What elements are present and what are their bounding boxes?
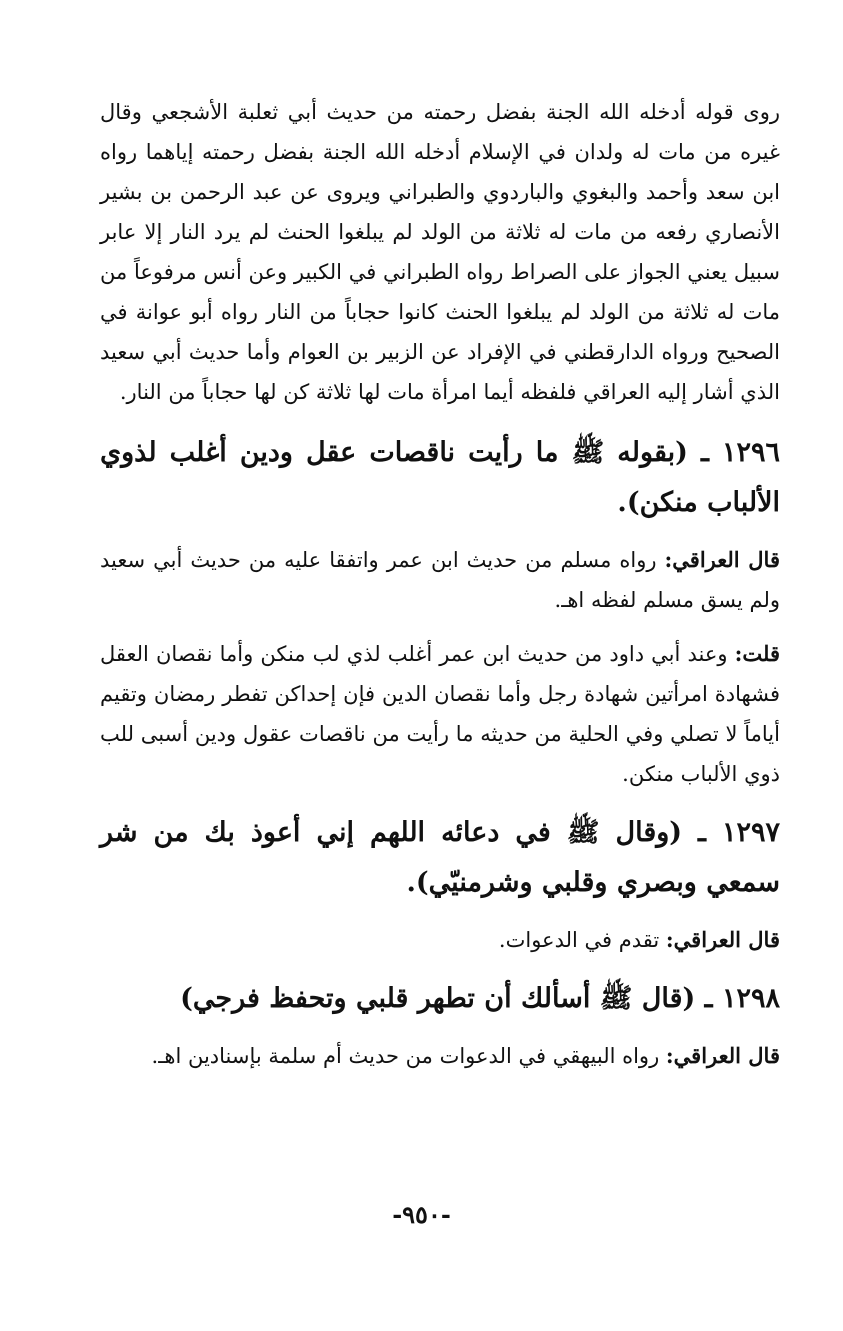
commentary-label: قال العراقي: [664, 547, 780, 572]
entry-heading: ١٢٩٨ ـ (قال ﷺ أسألك أن تطهر قلبي وتحفظ فرجي) [180, 983, 780, 1014]
commentary-text: تقدم في الدعوات. [498, 928, 666, 952]
commentary-text: رواه مسلم من حديث ابن عمر واتفقا عليه من حديث أبي سعيد ولم يسق مسلم لفظه اهـ. [100, 548, 780, 612]
entry-heading: ١٢٩٦ ـ (بقوله ﷺ ما رأيت ناقصات عقل ودين أغلب لذوي الألباب منكن). [100, 437, 780, 518]
entry-1297 [100, 808, 780, 960]
commentary-paragraph [100, 1036, 780, 1076]
commentary-text: رواه البيهقي في الدعوات من حديث أم سلمة بإسنادين اهـ. [151, 1044, 666, 1068]
commentary-text: وعند أبي داود من حديث ابن عمر أغلب لذي لب منكن وأما نقصان العقل فشهادة امرأتين شهادة رجل وأما نقصان الدين فإن إحداكن تفطر رمضان وتقيم أياماً لا تصلي وفي الحلية من حديثه ما رأيت من ناقصات عقول ودين أسبى للب ذوي الألباب منكن. [100, 642, 780, 786]
commentary-paragraph [100, 634, 780, 794]
commentary-paragraph [100, 920, 780, 960]
intro-paragraph: روى قوله أدخله الله الجنة بفضل رحمته من حديث أبي ثعلبة الأشجعي وقال غيره من مات له ولدان في الإسلام أدخله الله الجنة بفضل رحمته إياهما رواه ابن سعد وأحمد والبغوي والباردوي والطبراني ويروى عن عبد الرحمن بن بشير الأنصاري رفعه من مات له ثلاثة من الولد لم يبلغوا الحنث لم يرد النار إلا عابر سبيل يعني الجواز على الصراط رواه الطبراني في الكبير وعن أنس مرفوعاً من مات له ثلاثة من الولد لم يبلغوا الحنث كانوا حجاباً من النار رواه أبو عوانة في الصحيح ورواه الدارقطني في الإفراد عن الزبير بن العوام وأما حديث أبي سعيد الذي أشار إليه العراقي فلفظه أيما امرأة مات لها ثلاثة كن لها حجاباً من النار. [100, 100, 780, 404]
entry-1298 [100, 974, 780, 1076]
commentary-label: قال العراقي: [665, 1043, 780, 1068]
commentary-label: قلت: [734, 641, 780, 666]
entry-heading: ١٢٩٧ ـ (وقال ﷺ في دعائه اللهم إني أعوذ بك من شر سمعي وبصري وقلبي وشرمنيّي). [100, 817, 780, 898]
page-body [100, 92, 780, 1090]
commentary-paragraph [100, 540, 780, 620]
commentary-label: قال العراقي: [665, 927, 780, 952]
page-number: -٩٥٠- [392, 1200, 451, 1229]
entry-1296 [100, 428, 780, 794]
